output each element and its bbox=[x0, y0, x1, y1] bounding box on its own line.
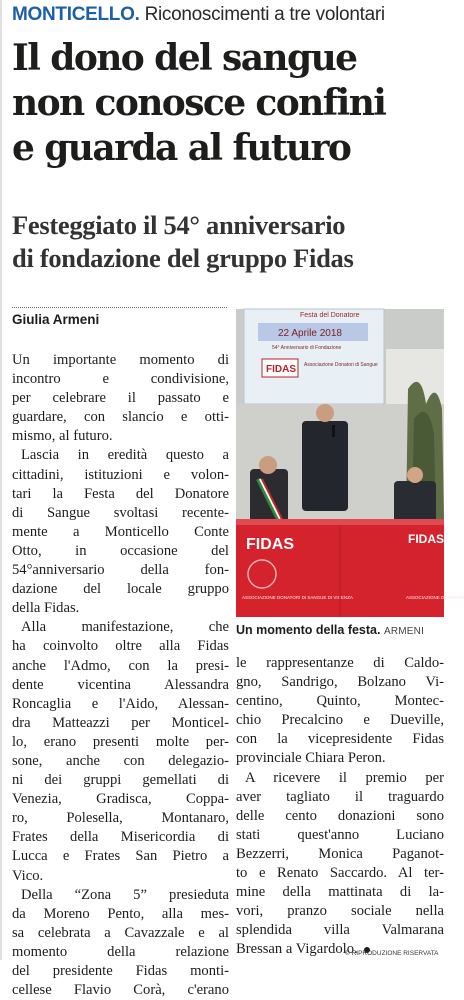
article-column-2 bbox=[236, 654, 444, 960]
body-line: Un importante momento di bbox=[12, 352, 229, 368]
screen-logo: FIDAS bbox=[266, 364, 296, 375]
body-line: provinciale Chiara Peron. bbox=[236, 750, 386, 767]
body-line: dente vicentina Alessandra bbox=[12, 676, 229, 693]
byline: Giulia Armeni bbox=[12, 312, 100, 327]
photo-caption bbox=[236, 623, 444, 637]
body-line: Venezia, Gradisca, Coppa- bbox=[12, 791, 229, 808]
photo-credit: ARMENI bbox=[383, 626, 425, 637]
headline-line: Il dono del sangue bbox=[12, 37, 357, 79]
subheadline-line: di fondazione del gruppo Fidas bbox=[12, 243, 354, 273]
body-line: Bezzerri, Monica Paganot- bbox=[236, 845, 444, 862]
body-line: chio Precalcino e Dueville, bbox=[236, 712, 444, 729]
body-line: sa celebrata a Cavazzale e al bbox=[12, 924, 229, 941]
body-line: momento della relazione bbox=[12, 943, 229, 960]
kicker bbox=[12, 4, 458, 26]
body-line: Frates della Misericordia di bbox=[12, 829, 229, 846]
body-line: Otto, in occasione del bbox=[12, 542, 229, 559]
subheadline-line: Festeggiato il 54° anniversario bbox=[12, 210, 346, 240]
body-line: Della “Zona 5” presieduta bbox=[21, 886, 229, 903]
byline-rule bbox=[12, 307, 227, 308]
body-line: splendida villa Valmarana bbox=[236, 922, 444, 939]
body-line: to e Renato Saccardo. Al ter- bbox=[236, 865, 444, 882]
body-line: mine della mattinata di la- bbox=[236, 884, 444, 901]
body-line: delle cento donazioni sono bbox=[236, 807, 444, 824]
subheadline bbox=[12, 209, 458, 275]
headline-line: e guarda al futuro bbox=[12, 127, 351, 169]
body-line: da Moreno Pento, alla mes- bbox=[12, 905, 229, 922]
screen-title: Festa del Donatore bbox=[300, 312, 360, 319]
caption-text: Un momento della festa. bbox=[236, 623, 381, 637]
body-line: dazione del locale gruppo bbox=[12, 581, 229, 598]
headline-line: non conosce confini bbox=[12, 82, 386, 124]
body-line: 54°anniversario della fon- bbox=[12, 562, 229, 579]
banner-logo-right: FIDAS bbox=[408, 532, 444, 546]
body-line: cittadini, istituzioni e volon- bbox=[12, 466, 229, 483]
body-line: ro, Polesella, Montanaro, bbox=[12, 810, 229, 827]
body-line: lo, erano presenti molte per- bbox=[12, 733, 229, 750]
body-line: del presidente Fidas monti- bbox=[12, 963, 229, 979]
body-line: incontro e condivisione, bbox=[12, 371, 229, 388]
body-line: mismo, al futuro. bbox=[12, 428, 113, 445]
screen-anniversary: 54° Anniversario di Fondazione bbox=[272, 345, 342, 351]
body-line: ni dei gruppi gemellati di bbox=[12, 772, 229, 789]
body-line: guardare, con slancio e otti- bbox=[12, 409, 229, 426]
body-line: vori, pranzo sociale nella bbox=[236, 903, 444, 920]
event-photo-illustration bbox=[236, 309, 464, 617]
body-line: cellese Flavio Corà, c'erano bbox=[12, 982, 229, 999]
body-line: con la vicepresidente Fidas bbox=[236, 731, 444, 748]
reproduction-notice: © RIPRODUZIONE RISERVATA bbox=[345, 950, 439, 957]
kicker-place: MONTICELLO. bbox=[12, 4, 140, 25]
body-line: Alla manifestazione, che bbox=[21, 619, 229, 636]
body-line: Lucca e Frates San Pietro a bbox=[12, 848, 229, 865]
article-column-1 bbox=[12, 351, 229, 1000]
body-line: centino, Quinto, Montec- bbox=[236, 693, 444, 710]
body-line: le rappresentanze di Caldo- bbox=[236, 655, 444, 671]
page-edge bbox=[0, 0, 2, 960]
body-line: Lascia in eredità questo a bbox=[21, 447, 229, 464]
body-line: mente a Monticello Conte bbox=[12, 523, 229, 540]
headline bbox=[12, 36, 458, 171]
body-line: stati quest'anno Luciano bbox=[236, 826, 444, 843]
body-line: Roncaglia e l'Aido, Alessan- bbox=[12, 695, 229, 712]
body-line: Vico. bbox=[12, 867, 44, 884]
kicker-tag: Riconoscimenti a tre volontari bbox=[144, 4, 385, 25]
body-line: aver tagliato il traguardo bbox=[236, 788, 444, 805]
body-line-text: Bressan a Vigardolo. bbox=[236, 941, 358, 958]
banner-association: ASSOCIAZIONE DONATORI DI SANGUE DI VICENZA bbox=[242, 595, 353, 600]
body-line: anche l'Admo, con la presi- bbox=[12, 657, 229, 674]
banner-association-right: ASSOCIAZIONE DONATORI bbox=[406, 595, 464, 600]
screen-association: Associazione Donatori di Sangue bbox=[304, 362, 378, 368]
body-line: A ricevere il premio per bbox=[245, 769, 444, 786]
body-line: della Fidas. bbox=[12, 600, 80, 617]
body-line: tari la Festa del Donatore bbox=[12, 485, 229, 502]
body-line: di Sangue svoltasi recente- bbox=[12, 504, 229, 521]
body-line: ha coinvolto oltre alla Fidas bbox=[12, 638, 229, 655]
body-line: per celebrare il passato e bbox=[12, 390, 229, 407]
screen-date: 22 Aprile 2018 bbox=[278, 328, 342, 339]
banner-logo: FIDAS bbox=[246, 536, 294, 553]
body-line: dra Matteazzi per Monticel- bbox=[12, 714, 229, 731]
article-photo bbox=[236, 309, 464, 617]
body-line: gno, Sandrigo, Bolzano Vi- bbox=[236, 674, 444, 691]
body-line: sone, anche con delegazio- bbox=[12, 752, 229, 769]
